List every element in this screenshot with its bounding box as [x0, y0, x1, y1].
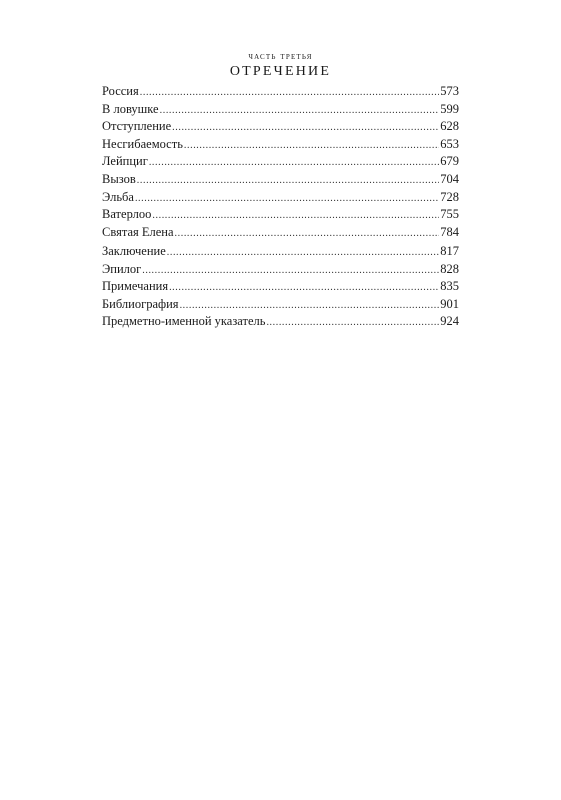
toc-dot-leader	[175, 225, 440, 243]
toc-entry-title: Библиография	[102, 296, 179, 311]
toc-entry-trap	[102, 101, 459, 119]
toc-entry-title: В ловушке	[102, 101, 159, 116]
toc-entry-page: 755	[440, 207, 459, 222]
toc-dot-leader	[167, 244, 440, 262]
toc-entry-leipzig	[102, 153, 459, 171]
toc-back-matter	[102, 243, 459, 331]
toc-dot-leader	[169, 279, 439, 297]
toc-entry-waterloo	[102, 206, 459, 224]
toc-chapters	[102, 83, 459, 241]
toc-entry-conclusion	[102, 243, 459, 261]
toc-entry-page: 924	[440, 314, 459, 329]
toc-entry-title: Лейпциг	[102, 154, 148, 169]
toc-dot-leader	[137, 172, 439, 190]
toc-entry-page: 599	[440, 101, 459, 116]
toc-entry-retreat	[102, 118, 459, 136]
toc-entry-title: Эпилог	[102, 261, 142, 276]
toc-entry-title: Примечания	[102, 279, 169, 294]
toc-entry-page: 901	[440, 296, 459, 311]
part-title: ОТРЕЧЕНИЕ	[229, 64, 332, 79]
toc-entry-title: Предметно-именной указатель	[102, 314, 266, 329]
toc-dot-leader	[184, 137, 439, 155]
toc-dot-leader	[160, 102, 440, 120]
toc-entry-challenge	[102, 171, 459, 189]
toc-entry-title: Святая Елена	[102, 224, 174, 239]
toc-entry-page: 573	[440, 84, 459, 98]
toc-entry-title: Эльба	[102, 189, 134, 204]
toc-entry-page: 679	[440, 154, 459, 169]
part-label: часть третья	[248, 51, 313, 62]
toc-entry-title: Заключение	[102, 244, 166, 258]
toc-entry-title: Несгибаемость	[102, 136, 183, 151]
toc-entry-title: Россия	[102, 84, 139, 98]
toc-dot-leader	[140, 84, 440, 102]
toc-entry-page: 704	[440, 171, 459, 186]
toc-dot-leader	[135, 190, 439, 208]
toc-dot-leader	[149, 154, 439, 172]
toc-entry-epilogue	[102, 261, 459, 279]
toc-entry-page: 784	[440, 224, 459, 239]
toc-dot-leader	[266, 314, 439, 332]
toc-entry-notes	[102, 278, 459, 296]
toc-entry-index	[102, 313, 459, 331]
toc-entry-russia	[102, 83, 459, 101]
toc-entry-title: Вызов	[102, 171, 136, 186]
toc-entry-bibliography	[102, 296, 459, 314]
toc-entry-page: 628	[440, 119, 459, 134]
toc-entry-saint-helena	[102, 224, 459, 242]
toc-dot-leader	[180, 297, 440, 315]
toc-entry-page: 653	[440, 136, 459, 151]
toc-dot-leader	[152, 207, 439, 225]
toc-entry-title: Ватерлоо	[102, 207, 152, 222]
toc-dot-leader	[142, 262, 439, 280]
toc-entry-page: 835	[440, 279, 459, 294]
toc-entry-page: 828	[440, 261, 459, 276]
toc-entry-title: Отступление	[102, 119, 172, 134]
toc-entry-elba	[102, 189, 459, 207]
toc-entry-page: 817	[440, 244, 459, 258]
toc-entry-steadfastness	[102, 136, 459, 154]
toc-dot-leader	[172, 119, 439, 137]
toc-entry-page: 728	[440, 189, 459, 204]
